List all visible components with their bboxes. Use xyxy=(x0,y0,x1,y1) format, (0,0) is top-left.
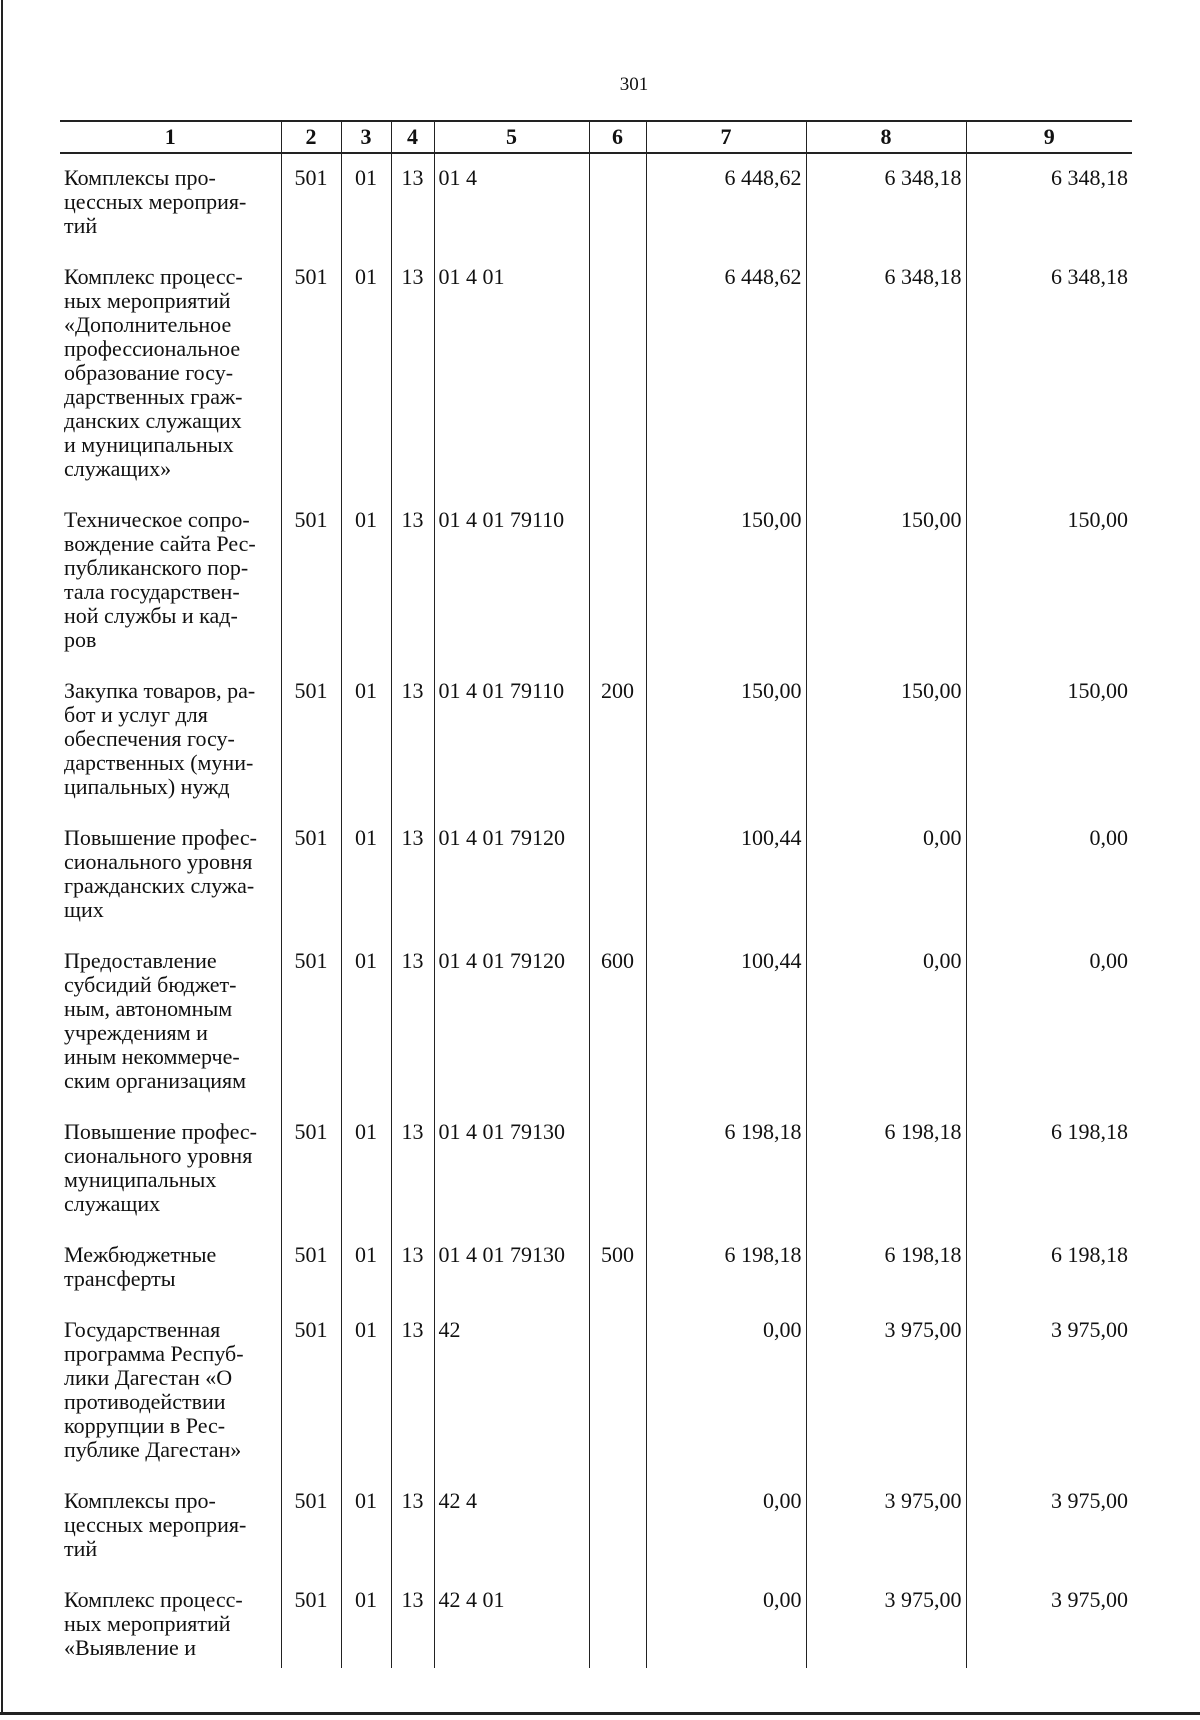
cell-col-2: 501 xyxy=(281,1477,341,1576)
cell-col-3: 01 xyxy=(341,937,391,1108)
cell-col-2: 501 xyxy=(281,496,341,667)
cell-col-3: 01 xyxy=(341,253,391,496)
cell-col-3: 01 xyxy=(341,496,391,667)
cell-col-2: 501 xyxy=(281,1576,341,1668)
cell-col-4: 13 xyxy=(391,937,434,1108)
cell-col-3: 01 xyxy=(341,1306,391,1477)
cell-col-7: 6 448,62 xyxy=(646,253,806,496)
table-header-row xyxy=(60,121,1132,153)
header-col-5: 5 xyxy=(434,121,589,153)
row-name: Повышение профес- сионального уровня муниципальных служащих xyxy=(60,1108,281,1231)
cell-col-4: 13 xyxy=(391,253,434,496)
cell-col-3: 01 xyxy=(341,814,391,937)
cell-col-8: 0,00 xyxy=(806,937,966,1108)
cell-col-4: 13 xyxy=(391,153,434,253)
header-col-1: 1 xyxy=(60,121,281,153)
row-name: Предоставление субсидий бюджет- ным, автономным учреждениям и иным некоммерче- ским организациям xyxy=(60,937,281,1108)
cell-col-8: 3 975,00 xyxy=(806,1576,966,1668)
cell-col-8: 3 975,00 xyxy=(806,1306,966,1477)
cell-col-2: 501 xyxy=(281,253,341,496)
cell-col-6 xyxy=(589,1306,646,1477)
header-col-4: 4 xyxy=(391,121,434,153)
cell-col-4: 13 xyxy=(391,496,434,667)
header-col-6: 6 xyxy=(589,121,646,153)
bottom-page-edge xyxy=(0,1712,1200,1715)
row-name: Комплексы про- цессных мероприя- тий xyxy=(60,153,281,253)
cell-col-6 xyxy=(589,253,646,496)
cell-col-6: 600 xyxy=(589,937,646,1108)
cell-col-9: 3 975,00 xyxy=(966,1306,1132,1477)
cell-col-2: 501 xyxy=(281,814,341,937)
cell-col-3: 01 xyxy=(341,1477,391,1576)
cell-col-5: 01 4 01 xyxy=(434,253,589,496)
cell-col-5: 01 4 xyxy=(434,153,589,253)
cell-col-5: 01 4 01 79120 xyxy=(434,814,589,937)
table-row xyxy=(60,496,1132,667)
cell-col-8: 3 975,00 xyxy=(806,1477,966,1576)
cell-col-2: 501 xyxy=(281,1306,341,1477)
header-col-8: 8 xyxy=(806,121,966,153)
cell-col-3: 01 xyxy=(341,1576,391,1668)
cell-col-9: 6 198,18 xyxy=(966,1108,1132,1231)
cell-col-9: 150,00 xyxy=(966,667,1132,814)
cell-col-9: 3 975,00 xyxy=(966,1477,1132,1576)
row-name: Межбюджетные трансферты xyxy=(60,1231,281,1306)
row-name: Закупка товаров, ра- бот и услуг для обеспечения госу- дарственных (муни- ципальных) нужд xyxy=(60,667,281,814)
cell-col-5: 01 4 01 79110 xyxy=(434,667,589,814)
table-row xyxy=(60,1306,1132,1477)
cell-col-2: 501 xyxy=(281,667,341,814)
cell-col-2: 501 xyxy=(281,937,341,1108)
cell-col-7: 6 198,18 xyxy=(646,1231,806,1306)
cell-col-4: 13 xyxy=(391,667,434,814)
header-col-3: 3 xyxy=(341,121,391,153)
cell-col-7: 150,00 xyxy=(646,667,806,814)
cell-col-5: 42 4 01 xyxy=(434,1576,589,1668)
cell-col-8: 6 198,18 xyxy=(806,1231,966,1306)
table-row xyxy=(60,1231,1132,1306)
page-number: 301 xyxy=(619,74,649,95)
cell-col-2: 501 xyxy=(281,1108,341,1231)
row-name: Комплексы про- цессных мероприя- тий xyxy=(60,1477,281,1576)
table-row xyxy=(60,1108,1132,1231)
table-row xyxy=(60,814,1132,937)
cell-col-9: 150,00 xyxy=(966,496,1132,667)
cell-col-9: 0,00 xyxy=(966,814,1132,937)
cell-col-6 xyxy=(589,814,646,937)
table-row xyxy=(60,1576,1132,1668)
cell-col-3: 01 xyxy=(341,1108,391,1231)
cell-col-7: 6 448,62 xyxy=(646,153,806,253)
cell-col-9: 3 975,00 xyxy=(966,1576,1132,1668)
cell-col-5: 01 4 01 79130 xyxy=(434,1231,589,1306)
cell-col-3: 01 xyxy=(341,667,391,814)
cell-col-3: 01 xyxy=(341,1231,391,1306)
table-body xyxy=(60,153,1132,1668)
table-row xyxy=(60,253,1132,496)
cell-col-8: 150,00 xyxy=(806,496,966,667)
cell-col-7: 0,00 xyxy=(646,1576,806,1668)
cell-col-6 xyxy=(589,496,646,667)
cell-col-5: 01 4 01 79120 xyxy=(434,937,589,1108)
cell-col-4: 13 xyxy=(391,1231,434,1306)
cell-col-5: 42 xyxy=(434,1306,589,1477)
cell-col-6 xyxy=(589,1576,646,1668)
cell-col-4: 13 xyxy=(391,1576,434,1668)
table-row xyxy=(60,937,1132,1108)
row-name: Комплекс процесс- ных мероприятий «Выявление и xyxy=(60,1576,281,1668)
cell-col-7: 100,44 xyxy=(646,814,806,937)
cell-col-7: 6 198,18 xyxy=(646,1108,806,1231)
table-row xyxy=(60,667,1132,814)
cell-col-8: 0,00 xyxy=(806,814,966,937)
cell-col-7: 0,00 xyxy=(646,1306,806,1477)
cell-col-6 xyxy=(589,1477,646,1576)
cell-col-5: 01 4 01 79110 xyxy=(434,496,589,667)
cell-col-8: 6 348,18 xyxy=(806,153,966,253)
cell-col-6: 200 xyxy=(589,667,646,814)
cell-col-8: 150,00 xyxy=(806,667,966,814)
row-name: Государственная программа Респуб- лики Дагестан «О противодействии коррупции в Рес- публике Дагестан» xyxy=(60,1306,281,1477)
cell-col-2: 501 xyxy=(281,153,341,253)
cell-col-2: 501 xyxy=(281,1231,341,1306)
cell-col-8: 6 198,18 xyxy=(806,1108,966,1231)
cell-col-6 xyxy=(589,1108,646,1231)
left-page-edge xyxy=(1,0,3,1712)
cell-col-7: 0,00 xyxy=(646,1477,806,1576)
cell-col-7: 150,00 xyxy=(646,496,806,667)
header-col-2: 2 xyxy=(281,121,341,153)
cell-col-4: 13 xyxy=(391,1108,434,1231)
cell-col-4: 13 xyxy=(391,1306,434,1477)
budget-table xyxy=(60,120,1132,1668)
header-col-7: 7 xyxy=(646,121,806,153)
cell-col-9: 0,00 xyxy=(966,937,1132,1108)
row-name: Повышение профес- сионального уровня гражданских служа- щих xyxy=(60,814,281,937)
cell-col-9: 6 198,18 xyxy=(966,1231,1132,1306)
cell-col-8: 6 348,18 xyxy=(806,253,966,496)
cell-col-5: 01 4 01 79130 xyxy=(434,1108,589,1231)
cell-col-9: 6 348,18 xyxy=(966,153,1132,253)
header-col-9: 9 xyxy=(966,121,1132,153)
cell-col-4: 13 xyxy=(391,814,434,937)
cell-col-9: 6 348,18 xyxy=(966,253,1132,496)
table-row xyxy=(60,1477,1132,1576)
table-row xyxy=(60,153,1132,253)
cell-col-4: 13 xyxy=(391,1477,434,1576)
row-name: Комплекс процесс- ных мероприятий «Дополнительное профессиональное образование госу- дарственных граж- данских служащих и муниципальных служащих» xyxy=(60,253,281,496)
cell-col-5: 42 4 xyxy=(434,1477,589,1576)
cell-col-3: 01 xyxy=(341,153,391,253)
row-name: Техническое сопро- вождение сайта Рес- публиканского пор- тала государствен- ной службы и кад- ров xyxy=(60,496,281,667)
cell-col-7: 100,44 xyxy=(646,937,806,1108)
cell-col-6: 500 xyxy=(589,1231,646,1306)
cell-col-6 xyxy=(589,153,646,253)
